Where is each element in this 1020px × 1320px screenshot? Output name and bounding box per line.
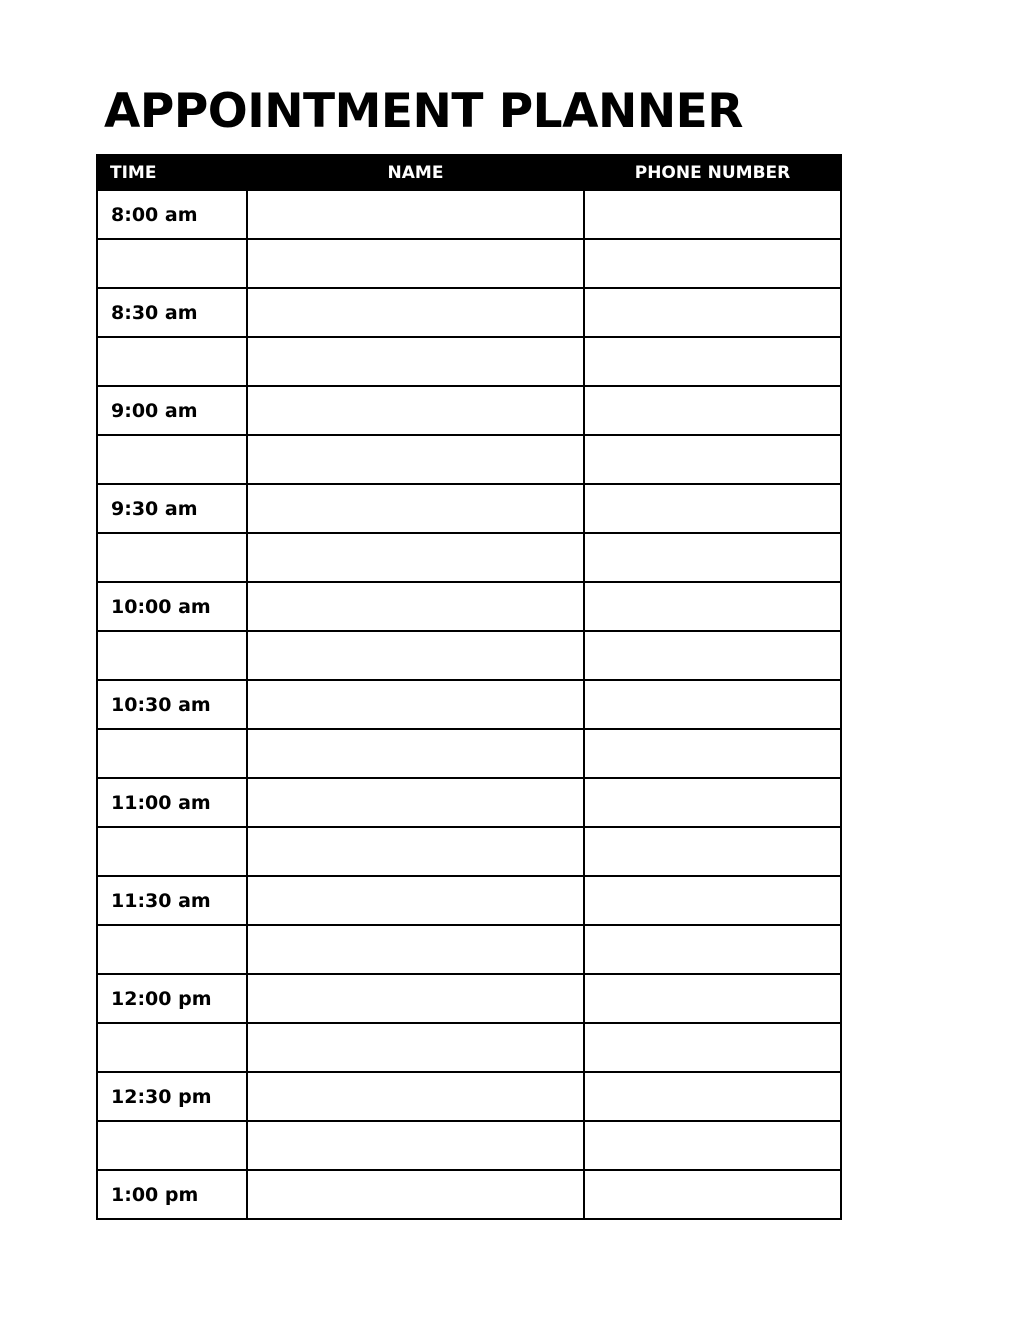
time-cell: 9:30 am	[97, 484, 247, 533]
table-row	[97, 1023, 841, 1072]
name-cell[interactable]	[247, 1121, 584, 1170]
time-cell	[97, 729, 247, 778]
phone-number-cell[interactable]	[584, 190, 841, 239]
time-cell: 12:30 pm	[97, 1072, 247, 1121]
table-row	[97, 778, 841, 827]
phone-number-cell[interactable]	[584, 239, 841, 288]
table-body	[97, 190, 841, 1219]
phone-number-cell[interactable]	[584, 337, 841, 386]
phone-number-cell[interactable]	[584, 925, 841, 974]
time-cell: 12:00 pm	[97, 974, 247, 1023]
name-cell[interactable]	[247, 778, 584, 827]
name-cell[interactable]	[247, 1072, 584, 1121]
phone-number-cell[interactable]	[584, 827, 841, 876]
table-row	[97, 876, 841, 925]
phone-number-cell[interactable]	[584, 778, 841, 827]
name-cell[interactable]	[247, 386, 584, 435]
appointment-table	[96, 154, 842, 1220]
phone-number-cell[interactable]	[584, 582, 841, 631]
phone-number-cell[interactable]	[584, 876, 841, 925]
table-row	[97, 337, 841, 386]
name-cell[interactable]	[247, 337, 584, 386]
phone-number-cell[interactable]	[584, 974, 841, 1023]
name-cell[interactable]	[247, 190, 584, 239]
table-row	[97, 533, 841, 582]
time-cell: 11:00 am	[97, 778, 247, 827]
table-row	[97, 190, 841, 239]
name-cell[interactable]	[247, 876, 584, 925]
phone-number-cell[interactable]	[584, 533, 841, 582]
time-cell	[97, 1121, 247, 1170]
time-cell	[97, 239, 247, 288]
name-cell[interactable]	[247, 1023, 584, 1072]
name-cell[interactable]	[247, 288, 584, 337]
time-cell: 11:30 am	[97, 876, 247, 925]
phone-number-cell[interactable]	[584, 1121, 841, 1170]
table-row	[97, 288, 841, 337]
name-cell[interactable]	[247, 239, 584, 288]
phone-number-cell[interactable]	[584, 680, 841, 729]
time-cell: 8:00 am	[97, 190, 247, 239]
table-row	[97, 386, 841, 435]
time-cell	[97, 533, 247, 582]
time-cell	[97, 631, 247, 680]
phone-number-cell[interactable]	[584, 1170, 841, 1219]
column-header-time: TIME	[97, 155, 247, 190]
table-row	[97, 1121, 841, 1170]
name-cell[interactable]	[247, 1170, 584, 1219]
table-row	[97, 1072, 841, 1121]
table-row	[97, 974, 841, 1023]
time-cell	[97, 827, 247, 876]
table-row	[97, 729, 841, 778]
time-cell: 10:00 am	[97, 582, 247, 631]
phone-number-cell[interactable]	[584, 729, 841, 778]
time-cell	[97, 337, 247, 386]
header-row	[97, 155, 841, 190]
name-cell[interactable]	[247, 631, 584, 680]
time-cell	[97, 1023, 247, 1072]
page-title: APPOINTMENT PLANNER	[104, 84, 743, 139]
column-header-name: NAME	[247, 155, 584, 190]
phone-number-cell[interactable]	[584, 386, 841, 435]
phone-number-cell[interactable]	[584, 484, 841, 533]
table-row	[97, 827, 841, 876]
name-cell[interactable]	[247, 729, 584, 778]
name-cell[interactable]	[247, 435, 584, 484]
table-row	[97, 239, 841, 288]
time-cell: 9:00 am	[97, 386, 247, 435]
phone-number-cell[interactable]	[584, 435, 841, 484]
time-cell: 10:30 am	[97, 680, 247, 729]
table-row	[97, 631, 841, 680]
table-row	[97, 435, 841, 484]
time-cell: 1:00 pm	[97, 1170, 247, 1219]
table-row	[97, 680, 841, 729]
table-row	[97, 1170, 841, 1219]
table-row	[97, 484, 841, 533]
name-cell[interactable]	[247, 827, 584, 876]
table-header	[97, 155, 841, 190]
time-cell	[97, 925, 247, 974]
name-cell[interactable]	[247, 974, 584, 1023]
name-cell[interactable]	[247, 680, 584, 729]
name-cell[interactable]	[247, 484, 584, 533]
phone-number-cell[interactable]	[584, 1023, 841, 1072]
name-cell[interactable]	[247, 533, 584, 582]
phone-number-cell[interactable]	[584, 631, 841, 680]
time-cell	[97, 435, 247, 484]
name-cell[interactable]	[247, 925, 584, 974]
column-header-phone: PHONE NUMBER	[584, 155, 841, 190]
table-row	[97, 925, 841, 974]
phone-number-cell[interactable]	[584, 1072, 841, 1121]
time-cell: 8:30 am	[97, 288, 247, 337]
phone-number-cell[interactable]	[584, 288, 841, 337]
name-cell[interactable]	[247, 582, 584, 631]
table-row	[97, 582, 841, 631]
